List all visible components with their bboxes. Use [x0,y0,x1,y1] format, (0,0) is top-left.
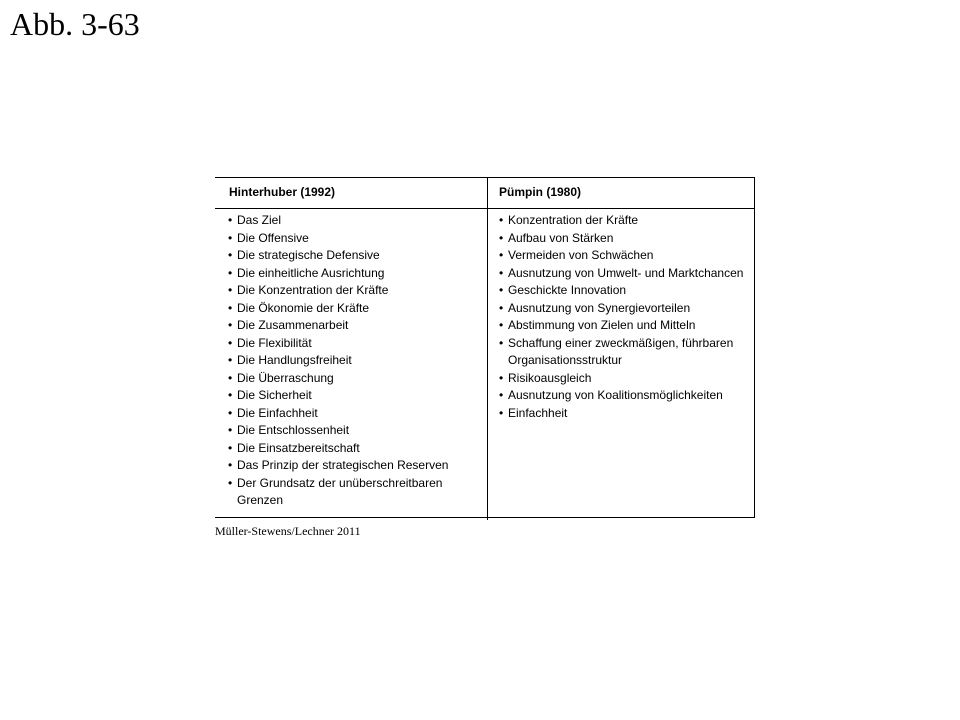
list-item: • Die Konzentration der Kräfte [226,282,484,300]
list-item: • Die Einfachheit [226,405,484,423]
list-item: • Konzentration der Kräfte [497,212,747,230]
hinterhuber-principles-list [226,212,484,510]
table-header-rule [215,208,755,209]
list-item: • Einfachheit [497,405,747,423]
list-item: • Das Prinzip der strategischen Reserven [226,457,484,475]
list-item: • Die Sicherheit [226,387,484,405]
list-item: • Die Zusammenarbeit [226,317,484,335]
column-header-puempin: Pümpin (1980) [499,185,582,199]
list-item: • Das Ziel [226,212,484,230]
list-item: • Die Überraschung [226,370,484,388]
table-column-divider [487,177,488,520]
list-item: • Die Einsatzbereitschaft [226,440,484,458]
list-item: • Die einheitliche Ausrichtung [226,265,484,283]
table-top-rule [215,177,755,178]
table-right-border [754,177,755,518]
list-item: • Die Handlungsfreiheit [226,352,484,370]
list-item: • Risikoausgleich [497,370,747,388]
list-item: • Geschickte Innovation [497,282,747,300]
list-item: • Die Offensive [226,230,484,248]
figure-title: Abb. 3-63 [10,6,140,42]
list-item: • Abstimmung von Zielen und Mitteln [497,317,747,335]
table-bottom-rule [215,517,755,518]
list-item: • Ausnutzung von Koalitionsmöglichkeiten [497,387,747,405]
list-item: • Ausnutzung von Umwelt- und Marktchancen [497,265,747,283]
list-item: • Die Entschlossenheit [226,422,484,440]
list-item: • Die strategische Defensive [226,247,484,265]
column-header-hinterhuber: Hinterhuber (1992) [229,185,336,199]
list-item: • Ausnutzung von Synergievorteilen [497,300,747,318]
puempin-principles-list [497,212,747,422]
list-item: • Schaffung einer zweckmäßigen, führbaren Organisationsstruktur [497,335,747,370]
list-item: • Der Grundsatz der unüberschreitbaren Grenzen [226,475,484,510]
list-item: • Die Ökonomie der Kräfte [226,300,484,318]
list-item: • Die Flexibilität [226,335,484,353]
source-citation: Müller-Stewens/Lechner 2011 [215,524,361,538]
list-item: • Aufbau von Stärken [497,230,747,248]
comparison-table [215,177,755,518]
list-item: • Vermeiden von Schwächen [497,247,747,265]
